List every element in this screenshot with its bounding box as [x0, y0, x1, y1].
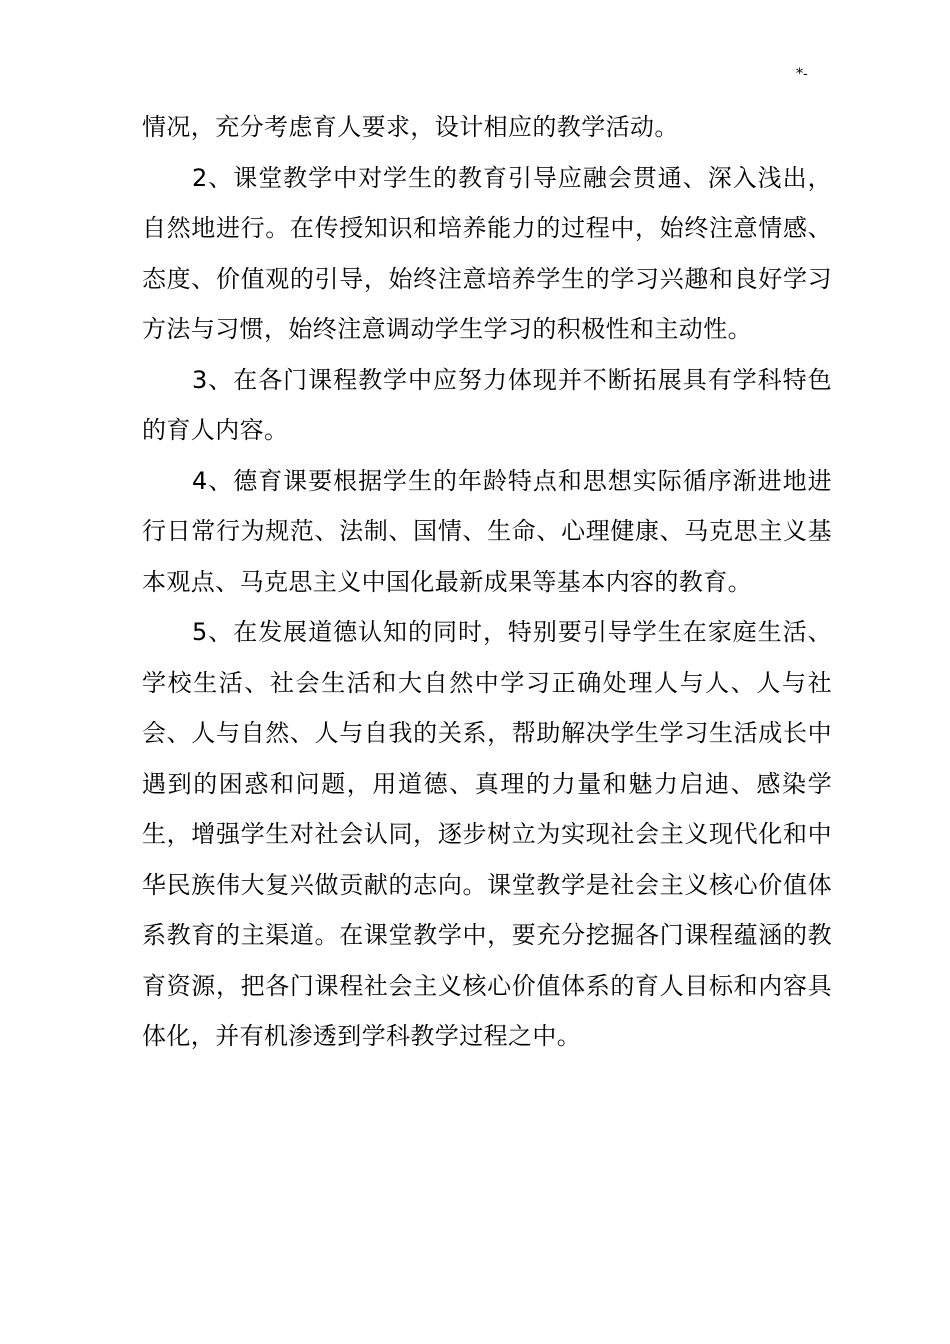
page-header-mark: *- [796, 66, 808, 82]
paragraph-item-5: 5、在发展道德认知的同时，特别要引导学生在家庭生活、学校生活、社会生活和大自然中学习正确处理人与人、人与社会、人与自然、人与自我的关系，帮助解决学生学习生活成长中遇到的困惑和问题，用道德、真理的力量和魅力启迪、感染学生，增强学生对社会认同，逐步树立为实现社会主义现代化和中华民族伟大复兴做贡献的志向。课堂教学是社会主义核心价值体系教育的主渠道。在课堂教学中，要充分挖掘各门课程蕴涵的教育资源，把各门课程社会主义核心价值体系的育人目标和内容具体化，并有机渗透到学科教学过程之中。 [142, 618, 832, 1050]
paragraph-item-3: 3、在各门课程教学中应努力体现并不断拓展具有学科特色的育人内容。 [142, 365, 832, 444]
paragraph-item-4: 4、德育课要根据学生的年龄特点和思想实际循序渐进地进行日常行为规范、法制、国情、生命、心理健康、马克思主义基本观点、马克思主义中国化最新成果等基本内容的教育。 [142, 466, 832, 596]
paragraph-continuation: 情况，充分考虑育人要求，设计相应的教学活动。 [142, 113, 679, 141]
document-body [142, 102, 832, 1062]
paragraph-item-2: 2、课堂教学中对学生的教育引导应融会贯通、深入浅出，自然地进行。在传授知识和培养能力的过程中，始终注意情感、态度、价值观的引导，始终注意培养学生的学习兴趣和良好学习方法与习惯，始终注意调动学生学习的积极性和主动性。 [142, 163, 832, 343]
